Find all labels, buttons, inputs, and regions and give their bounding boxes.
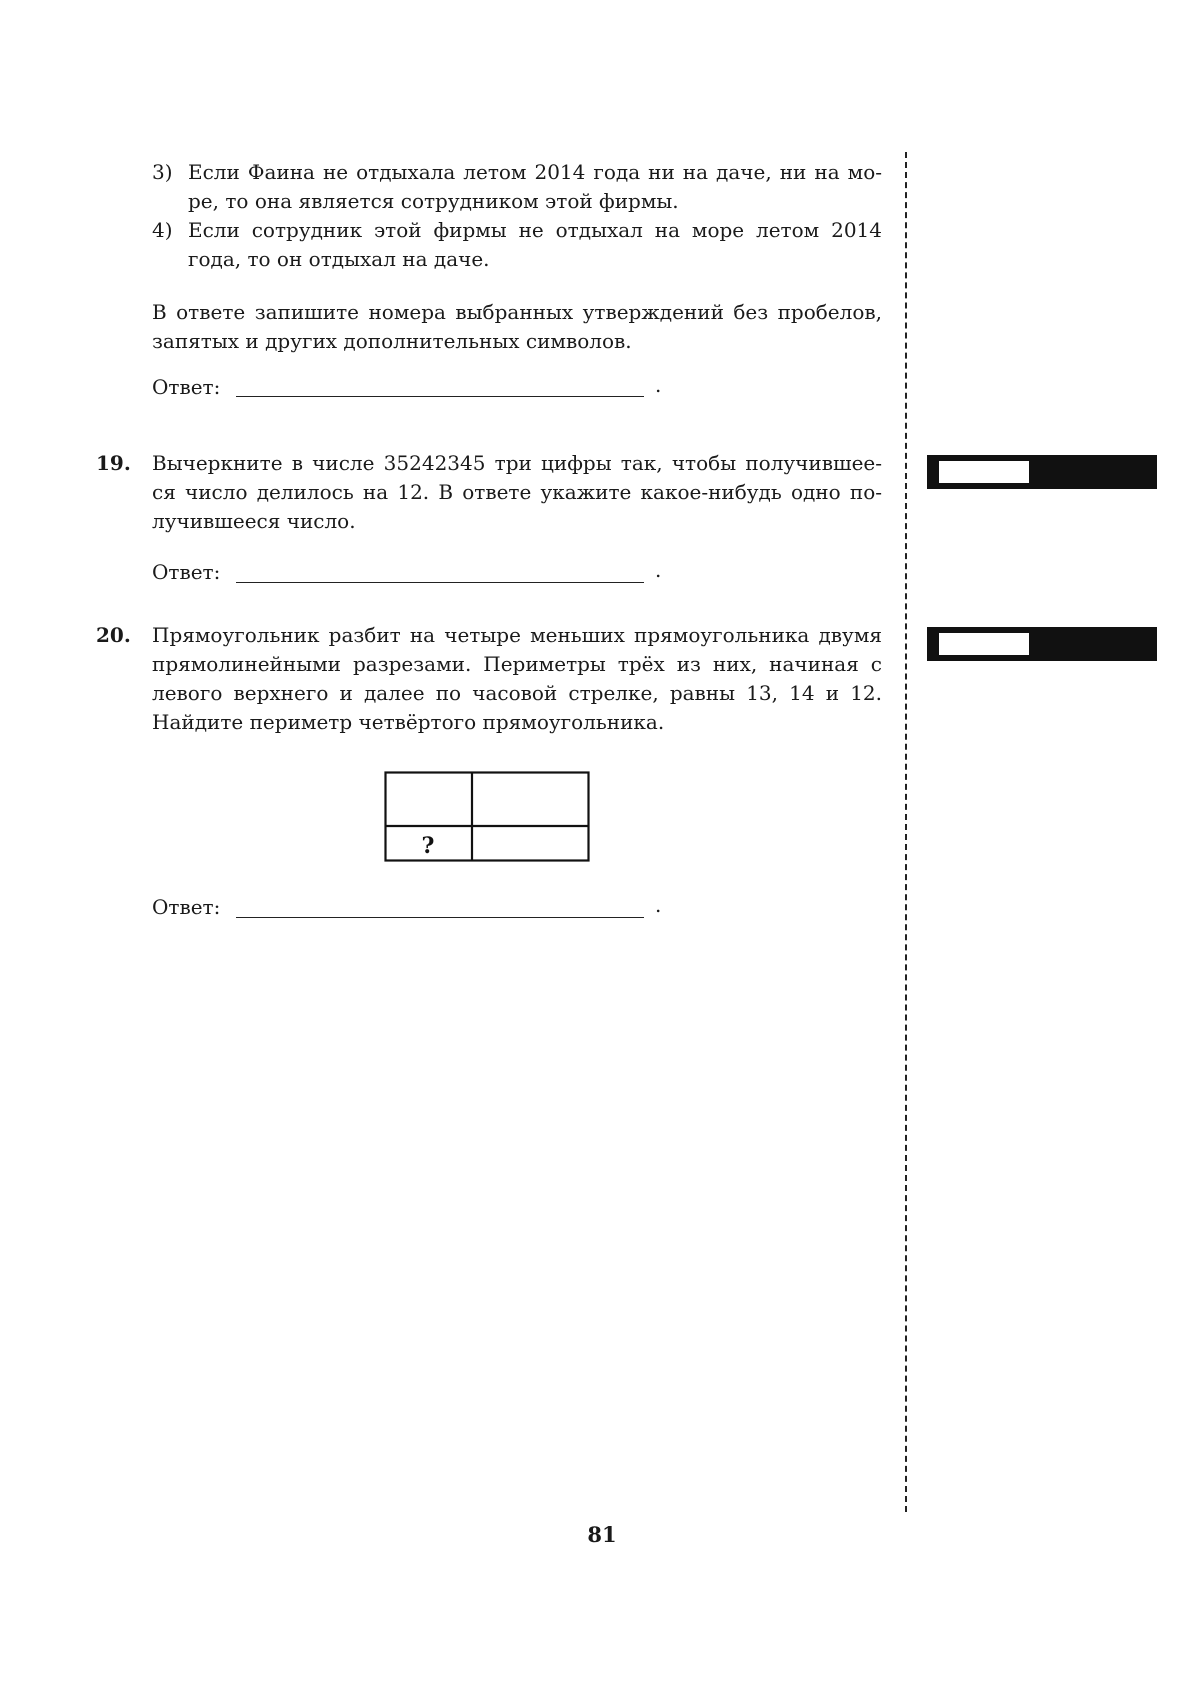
instruction-line-2: запятых и других дополнительных символов. (152, 329, 632, 353)
task-19-code-box (927, 455, 1157, 489)
task-20-line-3: левого верхнего и далее по часовой стрелке, равны 13, 14 и 12. (152, 681, 882, 705)
answer-label: Ответ: (152, 375, 221, 399)
code-slot[interactable] (939, 461, 1029, 483)
page-number: 81 (587, 1522, 617, 1547)
rectangle-diagram (384, 771, 590, 863)
statement-4-number: 4) (152, 218, 173, 242)
answer-period: . (655, 893, 662, 917)
answer-period: . (655, 373, 662, 397)
task-19-answer (152, 558, 220, 587)
instruction-line-1: В ответе запишите номера выбранных утверждений без пробелов, (152, 300, 882, 324)
task-20-line-4: Найдите периметр четвёртого прямоугольника. (152, 710, 665, 734)
task-20-text (152, 621, 882, 737)
task-20-answer (152, 893, 220, 922)
task-19-answer-field[interactable] (236, 556, 644, 583)
rectangle-figure (384, 771, 590, 867)
statement-3-number: 3) (152, 160, 173, 184)
code-slot[interactable] (939, 633, 1029, 655)
task-18-instruction (152, 298, 882, 356)
task-19-text (152, 449, 882, 536)
task-20-number: 20. (96, 623, 131, 647)
task-19-line-3: лучившееся число. (152, 509, 356, 533)
statement-3-line-2: ре, то она является сотрудником этой фирмы. (188, 189, 679, 213)
task-19-line-1: Вычеркните в числе 35242345 три цифры так, чтобы получившее- (152, 451, 882, 475)
outer-rectangle (386, 773, 589, 861)
statement-3-line-1: Если Фаина не отдыхала летом 2014 года ни на даче, ни на мо- (188, 160, 882, 184)
answer-label: Ответ: (152, 560, 221, 584)
task-20-answer-field[interactable] (236, 891, 644, 918)
unknown-perimeter-mark: ? (421, 833, 435, 859)
answer-period: . (655, 558, 662, 582)
task-18-answer-field[interactable] (236, 370, 644, 397)
task-20-code-box (927, 627, 1157, 661)
statement-3 (152, 158, 882, 216)
task-20-line-2: прямолинейными разрезами. Периметры трёх из них, начиная с (152, 652, 882, 676)
statement-4-line-2: года, то он отдыхал на даче. (188, 247, 490, 271)
statement-4-line-1: Если сотрудник этой фирмы не отдыхал на море летом 2014 (188, 218, 882, 242)
task-20-line-1: Прямоугольник разбит на четыре меньших прямоугольника двумя (152, 623, 882, 647)
statement-4 (152, 216, 882, 274)
cut-line (905, 152, 907, 1512)
answer-label: Ответ: (152, 895, 221, 919)
task-19-number: 19. (96, 451, 131, 475)
task-19-line-2: ся число делилось на 12. В ответе укажите какое-нибудь одно по- (152, 480, 882, 504)
